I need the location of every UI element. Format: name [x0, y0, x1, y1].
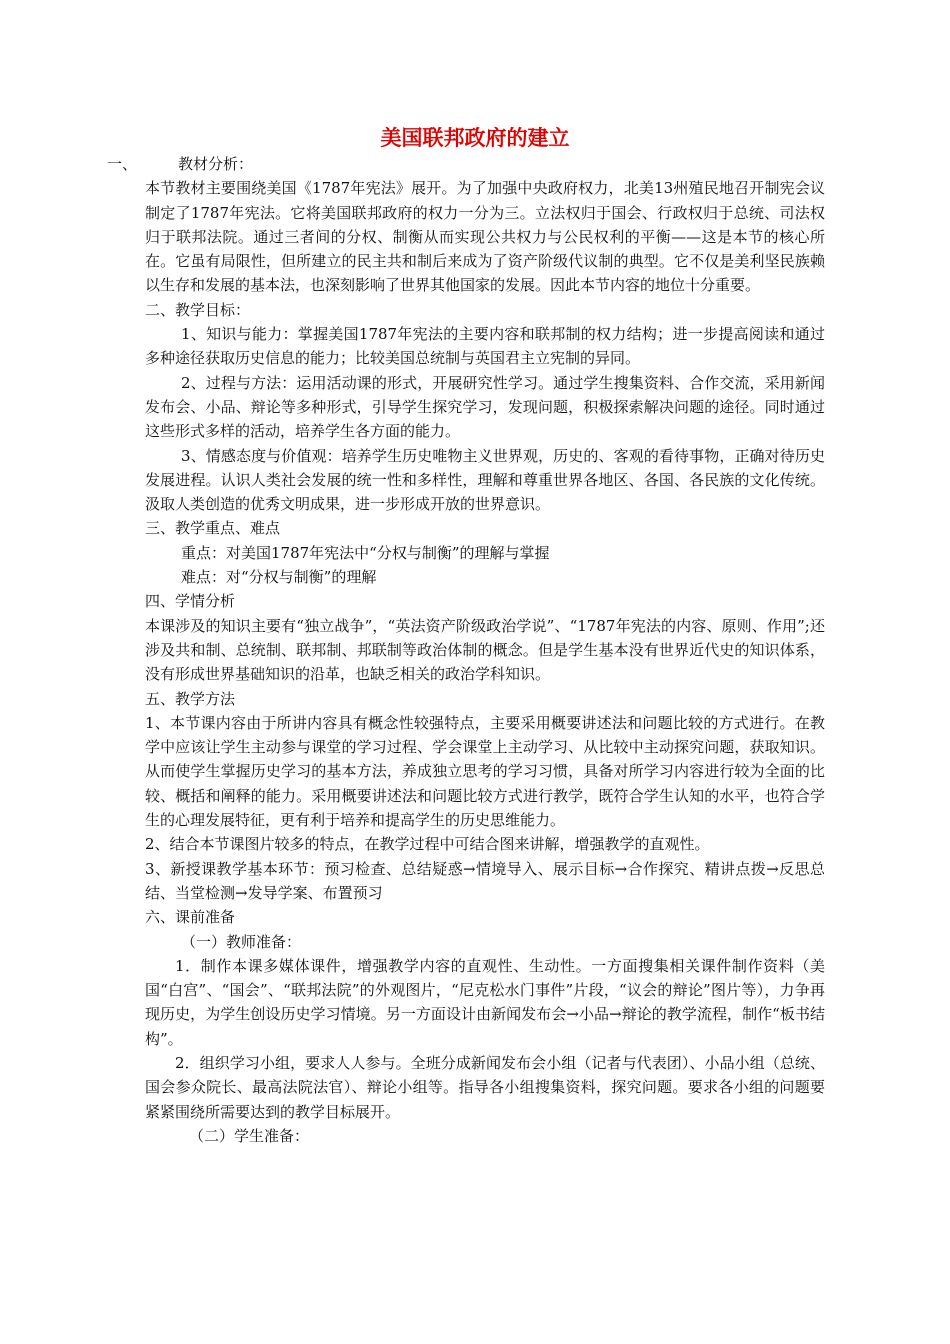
teacher-prep-item-1: 1．制作本课多媒体课件，增强教学内容的直观性、生动性。一方面搜集相关课件制作资料（美国“白宫”、“国会”、“联邦法院”的外观图片，“尼克松水门事件”片段，“议会的辩论”图片等），力争再现历史，为学生创设历史学习情境。另一方面设计由新闻发布会→小品→辩论的教学流程，制作“板书结构”。: [145, 956, 825, 1048]
student-prep-heading: （二）学生准备：: [189, 1126, 310, 1145]
section-1-body: 本节教材主要围绕美国《1787年宪法》展开。为了加强中央政府权力，北美13州殖民地召开制宪会议制定了1787年宪法。它将美国联邦政府的权力一分为三。立法权归于国会、行政权归于总统、司法权归于联邦法院。通过三者间的分权、制衡从而实现公共权力与公民权利的平衡——这是本节的核心所在。它虽有局限性，但所建立的民主共和制后来成为了资产阶级代议制的典型。它不仅是美利坚民族赖以生存和发展的基本法，也深刻影响了世界其他国家的发展。因此本节内容的地位十分重要。: [145, 179, 825, 295]
teacher-prep-item-2: 2．组织学习小组，要求人人参与。全班分成新闻发布会小组（记者与代表团）、小品小组（总统、国会参众院长、最高法院法官）、辩论小组等。指导各小组搜集资料，探究问题。要求各小组的问题要紧紧围绕所需要达到的教学目标展开。: [145, 1053, 825, 1121]
section-3-difficult-point: 难点：对“分权与制衡”的理解: [181, 568, 377, 587]
section-5-paragraph-1: 1、本节课内容由于所讲内容具有概念性较强特点，主要采用概要讲述法和问题比较的方式进行。在教学中应该让学生主动参与课堂的学习过程、学会课堂上主动学习、从比较中主动探究问题，获取知识。从而使学生掌握历史学习的基本方法，养成独立思考的学习习惯，具备对所学习内容进行较为全面的比较、概括和阐释的能力。采用概要讲述法和问题比较方式进行教学，既符合学生认知的水平，也符合学生的心理发展特征，更有利于培养和提高学生的历史思维能力。: [145, 713, 825, 830]
document-body: [107, 152, 825, 1148]
section-5-paragraph-2: 2、结合本节课图片较多的特点，在教学过程中可结合图来讲解，增强教学的直观性。: [145, 835, 710, 854]
section-1-number: 一、: [107, 155, 138, 173]
section-5-heading: 五、教学方法: [145, 689, 236, 708]
section-2-paragraph-1: 1、知识与能力：掌握美国1787年宪法的主要内容和联邦制的权力结构；进一步提高阅读和通过多种途径获取历史信息的能力；比较美国总统制与英国君主立宪制的异同。: [145, 325, 825, 368]
document-title: 美国联邦政府的建立: [380, 126, 570, 150]
section-3-key-point: 重点：对美国1787年宪法中“分权与制衡”的理解与掌握: [181, 543, 550, 562]
section-1-heading: [107, 152, 825, 176]
section-2-paragraph-3: 3、情感态度与价值观：培养学生历史唯物主义世界观，历史的、客观的看待事物，正确对待历史发展进程。认识人类社会发展的统一性和多样性，理解和尊重世界各地区、各国、各民族的文化传统。汲取人类创造的优秀文明成果，进一步形成开放的世界意识。: [145, 446, 825, 514]
section-3-heading: 三、教学重点、难点: [145, 519, 281, 538]
section-4-heading: 四、学情分析: [145, 592, 236, 611]
section-6-heading: 六、课前准备: [145, 908, 236, 927]
section-5-paragraph-3: 3、新授课教学基本环节：预习检查、总结疑惑→情境导入、展示目标→合作探究、精讲点拨→反思总结、当堂检测→发导学案、布置预习: [145, 859, 825, 902]
section-1-title: 教材分析：: [178, 155, 254, 173]
section-4-body: 本课涉及的知识主要有“独立战争”，“英法资产阶级政治学说”、“1787年宪法的内容、原则、作用”;还涉及共和制、总统制、联邦制、邦联制等政治体制的概念。但是学生基本没有世界近代史的知识体系，没有形成世界基础知识的沿革，也缺乏相关的政治学科知识。: [145, 616, 825, 684]
section-2-heading: 二、教学目标：: [145, 300, 251, 319]
section-2-paragraph-2: 2、过程与方法：运用活动课的形式，开展研究性学习。通过学生搜集资料、合作交流，采用新闻发布会、小品、辩论等多种形式，引导学生探究学习，发现问题，积极探索解决问题的途径。同时通过这些形式多样的活动，培养学生各方面的能力。: [145, 373, 825, 441]
teacher-prep-heading: （一）教师准备：: [181, 932, 302, 951]
